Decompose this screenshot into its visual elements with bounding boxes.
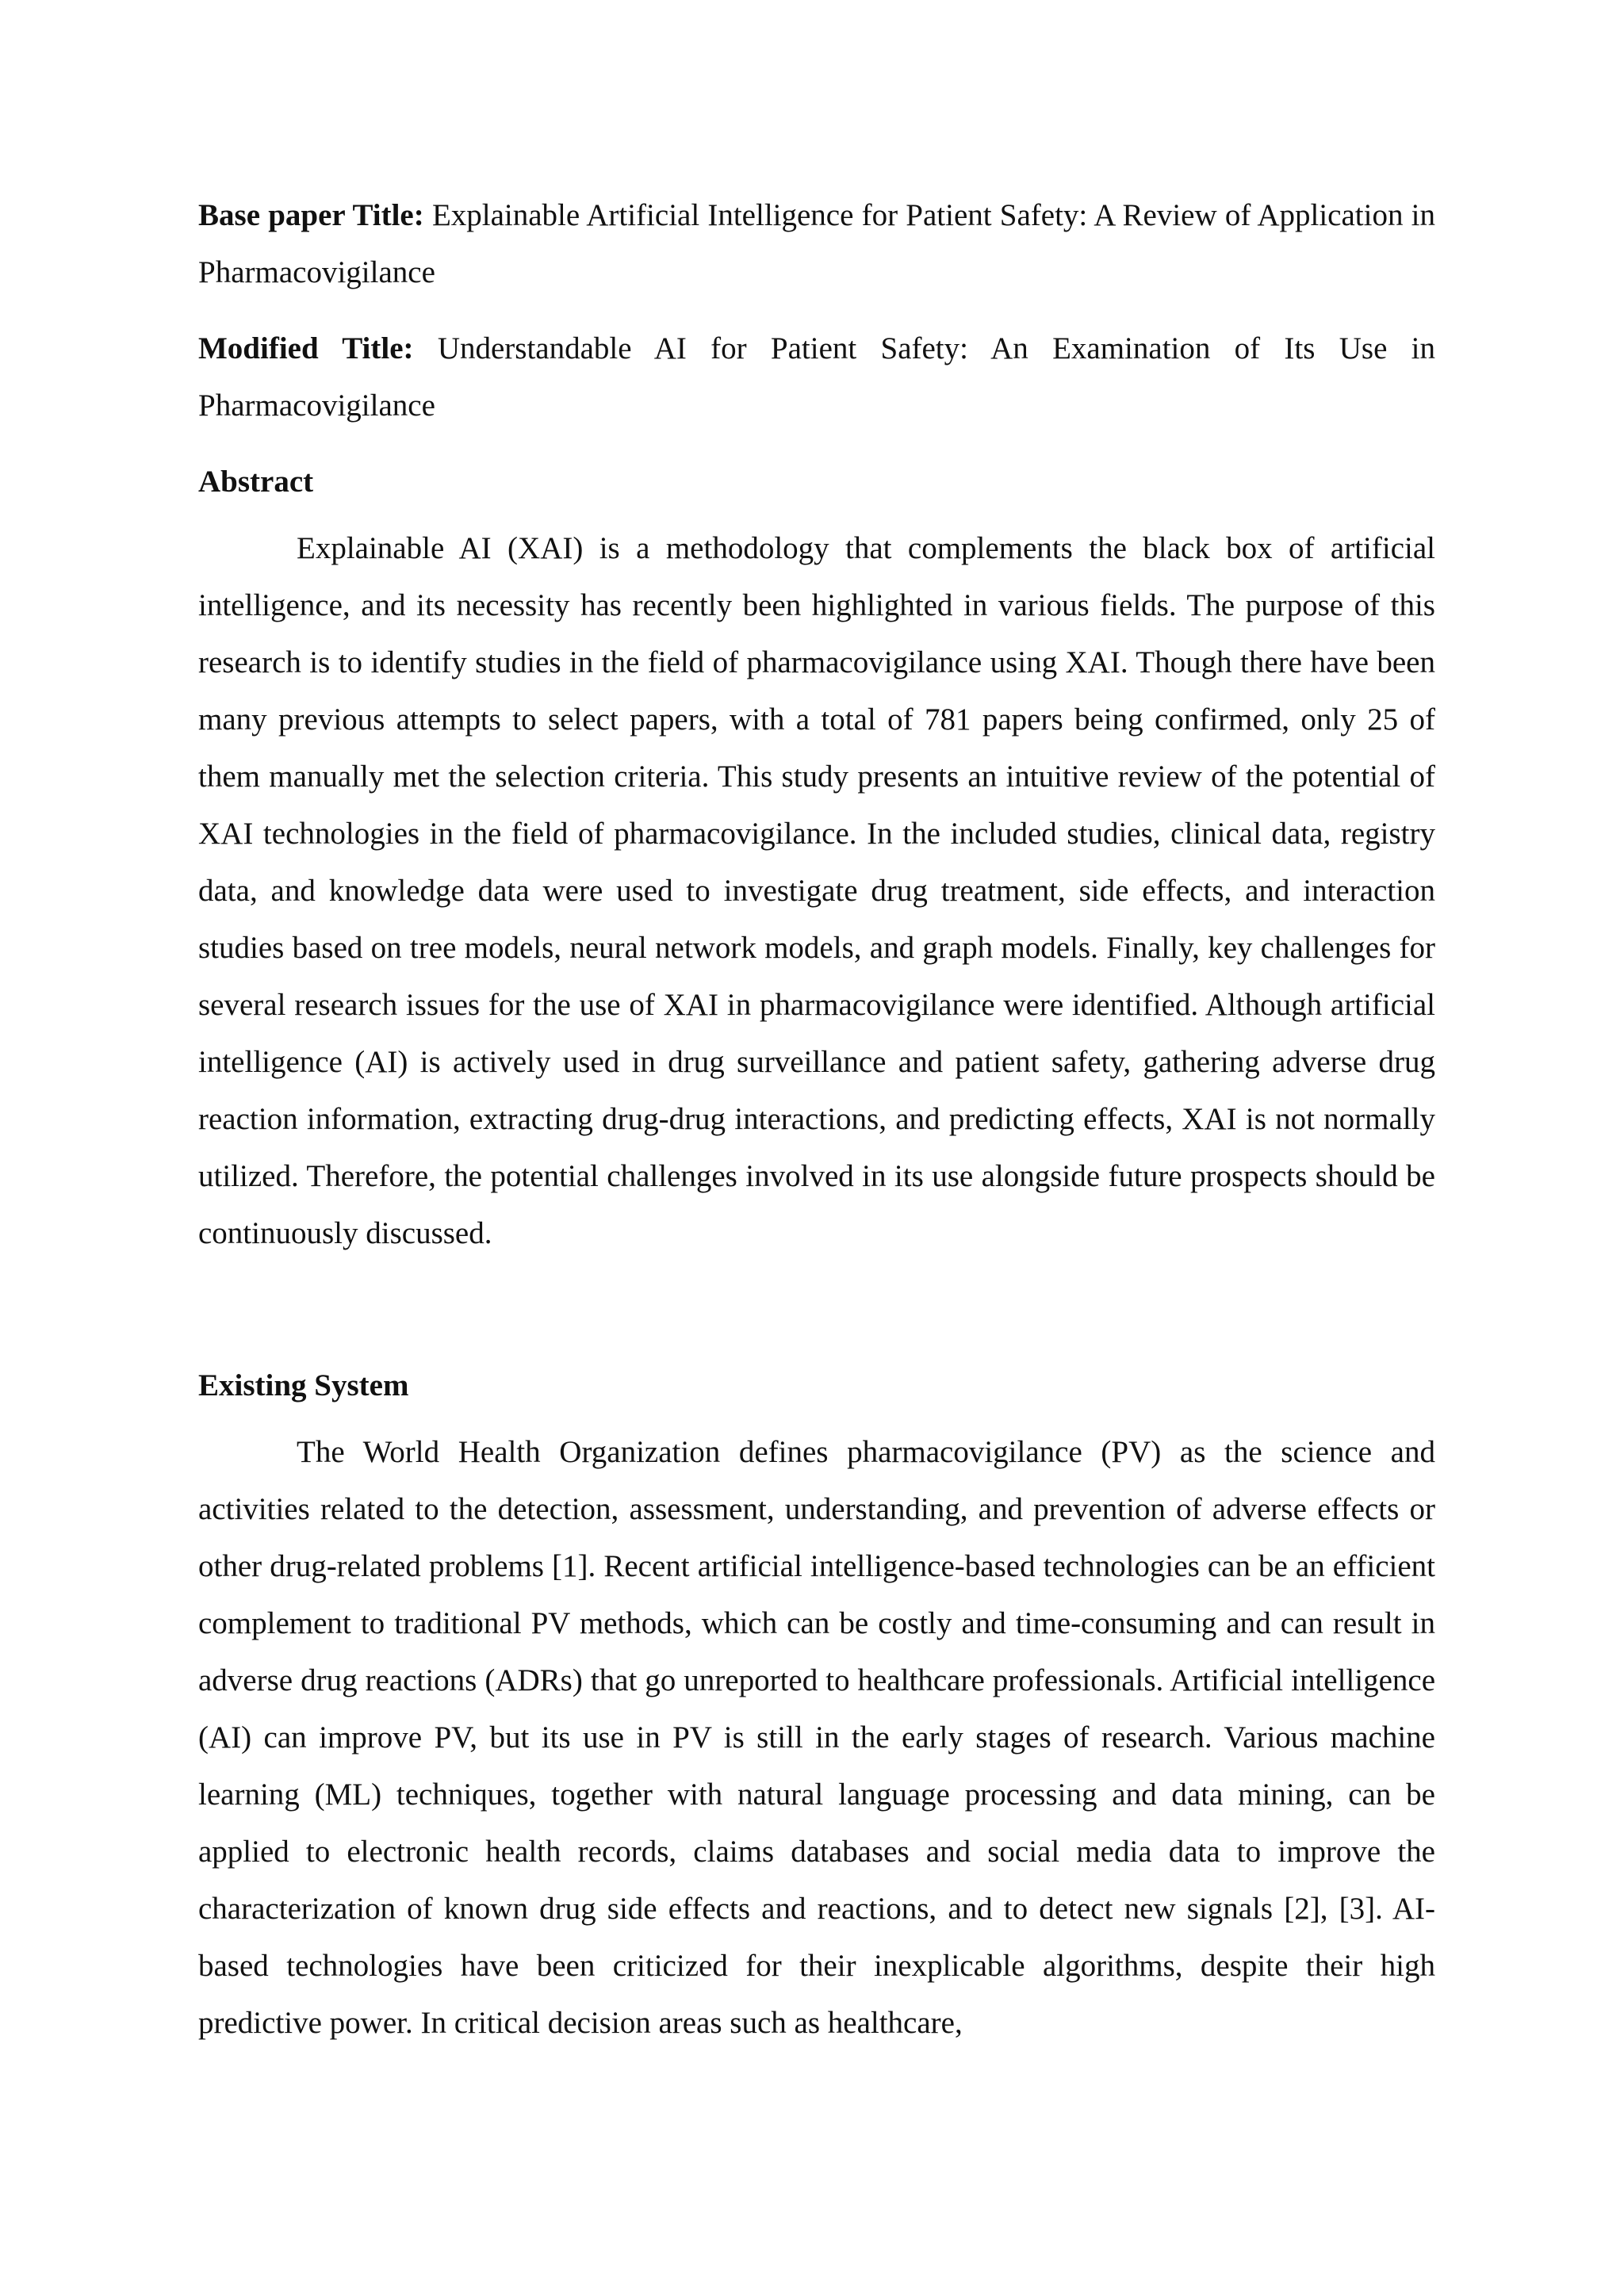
base-paper-title-label: Base paper Title: [198, 198, 424, 232]
base-paper-title-text: Explainable Artificial Intelligence for Patient Safety: A Review of Application in Pharmacovigilance [198, 198, 1436, 289]
existing-system-body: The World Health Organization defines pharmacovigilance (PV) as the science and activities related to the detection, assessment, understanding, and prevention of adverse effects or other drug-related problems [1]. Recent artificial intelligence-based technologies can be an efficient complement to traditional PV methods, which can be costly and time-consuming and can result in adverse drug reactions (ADRs) that go unreported to healthcare professionals. Artificial intelligence (AI) can improve PV, but its use in PV is still in the early stages of research. Various machine learning (ML) techniques, together with natural language processing and data mining, can be applied to electronic health records, claims databases and social media data to improve the characterization of known drug side effects and reactions, and to detect new signals [2], [3]. AI-based technologies have been criticized for their inexplicable algorithms, despite their high predictive power. In critical decision areas such as healthcare, [198, 1435, 1435, 2040]
base-paper-title [198, 187, 1435, 301]
modified-title [198, 320, 1435, 434]
document-page [198, 187, 1435, 2052]
modified-title-text: Understandable AI for Patient Safety: An Examination of Its Use in Pharmacovigilance [198, 331, 1436, 423]
abstract-body: Explainable AI (XAI) is a methodology that complements the black box of artificial intelligence, and its necessity has recently been highlighted in various fields. The purpose of this research is to identify studies in the field of pharmacovigilance using XAI. Though there have been many previous attempts to select papers, with a total of 781 papers being confirmed, only 25 of them manually met the selection criteria. This study presents an intuitive review of the potential of XAI technologies in the field of pharmacovigilance. In the included studies, clinical data, registry data, and knowledge data were used to investigate drug treatment, side effects, and interaction studies based on tree models, neural network models, and graph models. Finally, key challenges for several research issues for the use of XAI in pharmacovigilance were identified. Although artificial intelligence (AI) is actively used in drug surveillance and patient safety, gathering adverse drug reaction information, extracting drug-drug interactions, and predicting effects, XAI is not normally utilized. Therefore, the potential challenges involved in its use alongside future prospects should be continuously discussed. [198, 531, 1435, 1250]
existing-system-heading: Existing System [198, 1368, 409, 1402]
modified-title-label: Modified Title: [198, 331, 414, 365]
abstract-heading: Abstract [198, 465, 314, 499]
section-spacer [198, 1262, 1435, 1357]
